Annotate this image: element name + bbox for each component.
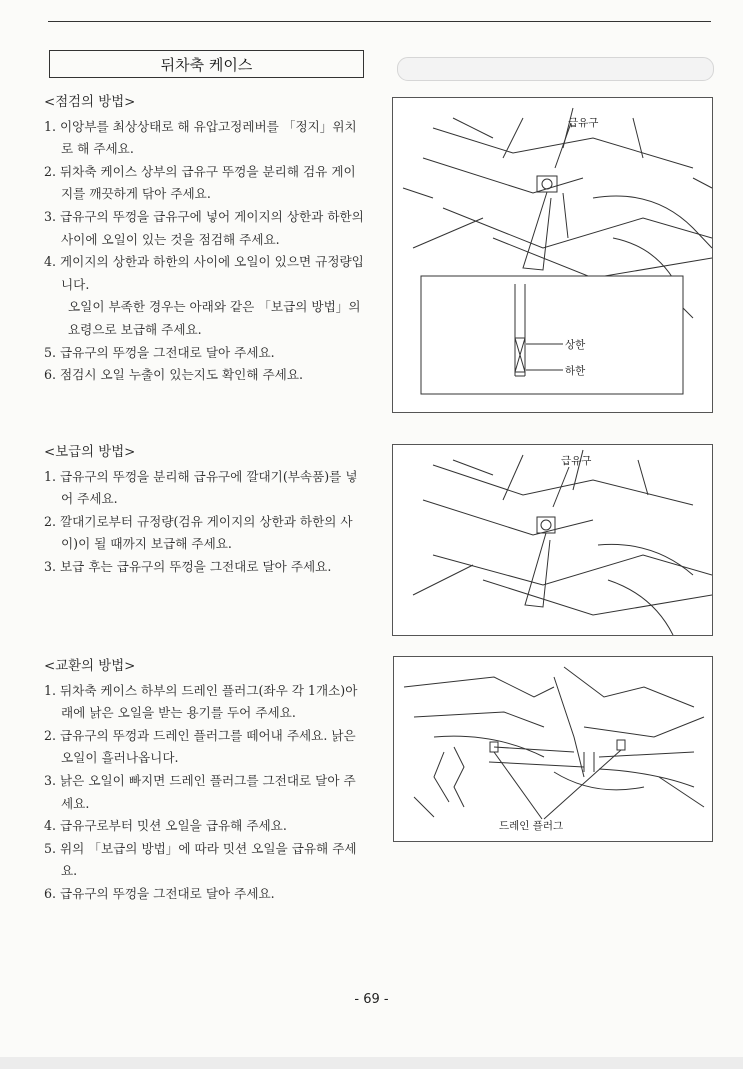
drain-plug-label: 드레인 플러그 bbox=[499, 820, 564, 832]
inspection-note: 오일이 부족한 경우는 아래와 같은 「보급의 방법」의 요령으로 보급해 주세요. bbox=[68, 299, 361, 337]
figure-filler-dipstick-drawing bbox=[393, 98, 712, 412]
supply-section bbox=[44, 442, 366, 579]
list-item: 5. 위의 「보급의 방법」에 따라 밋션 오일을 급유해 주세요. bbox=[44, 840, 357, 879]
list-item: 6. 급유구의 뚜껑을 그전대로 달아 주세요. bbox=[44, 885, 275, 901]
dipstick-inset bbox=[421, 276, 683, 394]
filler-port-label-1: 급유구 bbox=[568, 117, 599, 129]
supply-heading: <보급의 방법> bbox=[44, 445, 136, 460]
page-number: - 69 - bbox=[354, 992, 389, 1007]
list-item: 1. 급유구의 뚜껑을 분리해 급유구에 깔대기(부속품)를 넣어 주세요. bbox=[44, 468, 358, 507]
list-item: 1. 뒤차축 케이스 하부의 드레인 플러그(좌우 각 1개소)아래에 낡은 오일을 받는 용기를 두어 주세요. bbox=[44, 682, 358, 721]
bottom-scan-strip bbox=[0, 1057, 743, 1069]
inspection-list bbox=[44, 116, 366, 297]
figure-filler-port bbox=[392, 444, 713, 636]
list-item: 2. 급유구의 뚜껑과 드레인 플러그를 떼어내 주세요. 낡은 오일이 흘러나옵니다. bbox=[44, 727, 356, 766]
list-item: 1. 이앙부를 최상상태로 해 유압고정레버를 「정지」위치로 해 주세요. bbox=[44, 118, 357, 157]
list-item: 2. 깔대기로부터 규정량(검유 게이지의 상한과 하한의 사이)이 될 때까지 보급해 주세요. bbox=[44, 513, 353, 552]
replace-heading: <교환의 방법> bbox=[44, 659, 136, 674]
replace-list bbox=[44, 680, 366, 906]
list-item: 3. 보급 후는 급유구의 뚜껑을 그전대로 달아 주세요. bbox=[44, 558, 332, 574]
list-item: 4. 급유구로부터 밋션 오일을 급유해 주세요. bbox=[44, 818, 287, 834]
supply-list bbox=[44, 466, 366, 579]
list-item: 2. 뒤차축 케이스 상부의 급유구 뚜껑을 분리해 검유 게이지를 깨끗하게 닦아 주세요. bbox=[44, 163, 356, 202]
bleed-through-header bbox=[397, 57, 714, 81]
figure-filler-port-drawing bbox=[393, 445, 712, 635]
list-item: 3. 급유구의 뚜껑을 급유구에 넣어 게이지의 상한과 하한의 사이에 오일이 있는 것을 점검해 주세요. bbox=[44, 208, 364, 247]
filler-port-label-2: 급유구 bbox=[561, 455, 592, 467]
list-item: 5. 급유구의 뚜껑을 그전대로 달아 주세요. bbox=[44, 344, 275, 360]
figure-filler-dipstick bbox=[392, 97, 713, 413]
inspection-list-continued bbox=[44, 342, 366, 387]
top-rule bbox=[48, 21, 711, 22]
section-title: 뒤차축 케이스 bbox=[49, 50, 364, 78]
figure-drain-plug bbox=[393, 656, 713, 842]
replace-section bbox=[44, 656, 366, 906]
list-item: 6. 점검시 오일 누출이 있는지도 확인해 주세요. bbox=[44, 367, 304, 383]
figure-drain-plug-drawing bbox=[394, 657, 712, 841]
list-item: 3. 낡은 오일이 빠지면 드레인 플러그를 그전대로 달아 주세요. bbox=[44, 772, 356, 811]
inspection-heading: <점검의 방법> bbox=[44, 95, 136, 110]
lower-limit-label: 하한 bbox=[565, 365, 586, 377]
inspection-section bbox=[44, 92, 366, 387]
list-item: 4. 게이지의 상한과 하한의 사이에 오일이 있으면 규정량입니다. bbox=[44, 254, 364, 292]
upper-limit-label: 상한 bbox=[565, 339, 586, 351]
